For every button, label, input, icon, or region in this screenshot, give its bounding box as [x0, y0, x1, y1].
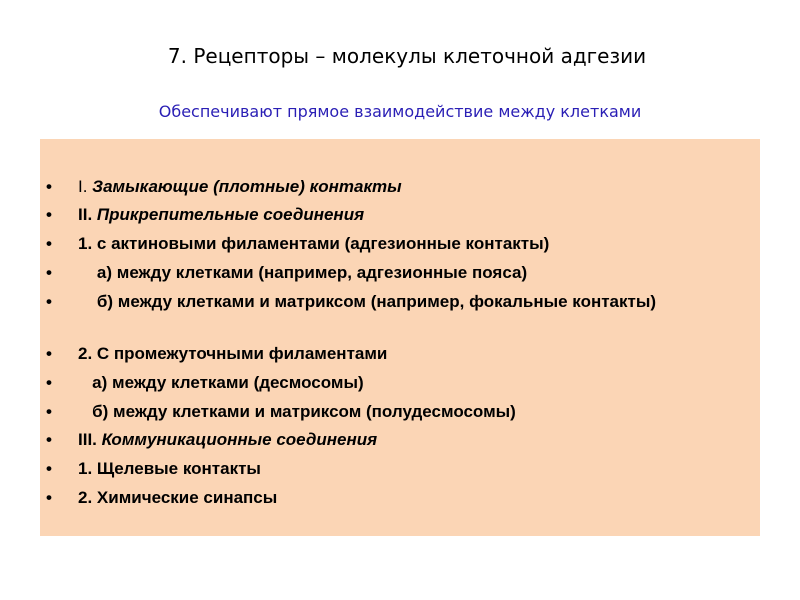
bullet-icon: • — [46, 402, 52, 421]
list-item-label: Коммуникационные соединения — [101, 430, 378, 449]
list-item-label: а) между клетками (десмосомы) — [78, 373, 364, 392]
list-item-label: 2. С промежуточными филаментами — [78, 344, 388, 363]
bullet-icon: • — [46, 459, 52, 478]
list-item-label: Замыкающие (плотные) контакты — [92, 177, 402, 196]
content-box — [40, 139, 760, 536]
bullet-icon: • — [46, 263, 52, 282]
slide-subtitle: Обеспечивают прямое взаимодействие между клетками — [158, 102, 642, 121]
list-item-label: 2. Химические синапсы — [78, 488, 278, 507]
bullet-icon: • — [46, 292, 52, 311]
list-item-text — [78, 175, 738, 199]
list-item-label: Прикрепительные соединения — [96, 205, 365, 224]
list-item-label: б) между клетками и матриксом (например, фокальные контакты) — [78, 292, 657, 311]
bullet-icon: • — [46, 205, 52, 224]
list-item-prefix: I. — [78, 177, 93, 196]
bullet-icon: • — [46, 344, 52, 363]
list-item-label: а) между клетками (например, адгезионные пояса) — [78, 263, 528, 282]
bullet-icon: • — [46, 177, 52, 196]
list-item-text — [78, 428, 738, 452]
bullet-icon: • — [46, 488, 52, 507]
list-item-prefix: II. — [78, 205, 97, 224]
bullet-icon: • — [46, 430, 52, 449]
slide-title: 7. Рецепторы – молекулы клеточной адгезии — [167, 44, 647, 68]
list-item-label: б) между клетками и матриксом (полудесмосомы) — [78, 402, 516, 421]
list-item-text — [78, 203, 738, 227]
list-item-prefix: III. — [78, 430, 102, 449]
bullet-icon: • — [46, 234, 52, 253]
list-item-label: 1. с актиновыми филаментами (адгезионные контакты) — [78, 234, 550, 253]
bullet-icon: • — [46, 373, 52, 392]
list-item-label: 1. Щелевые контакты — [78, 459, 261, 478]
